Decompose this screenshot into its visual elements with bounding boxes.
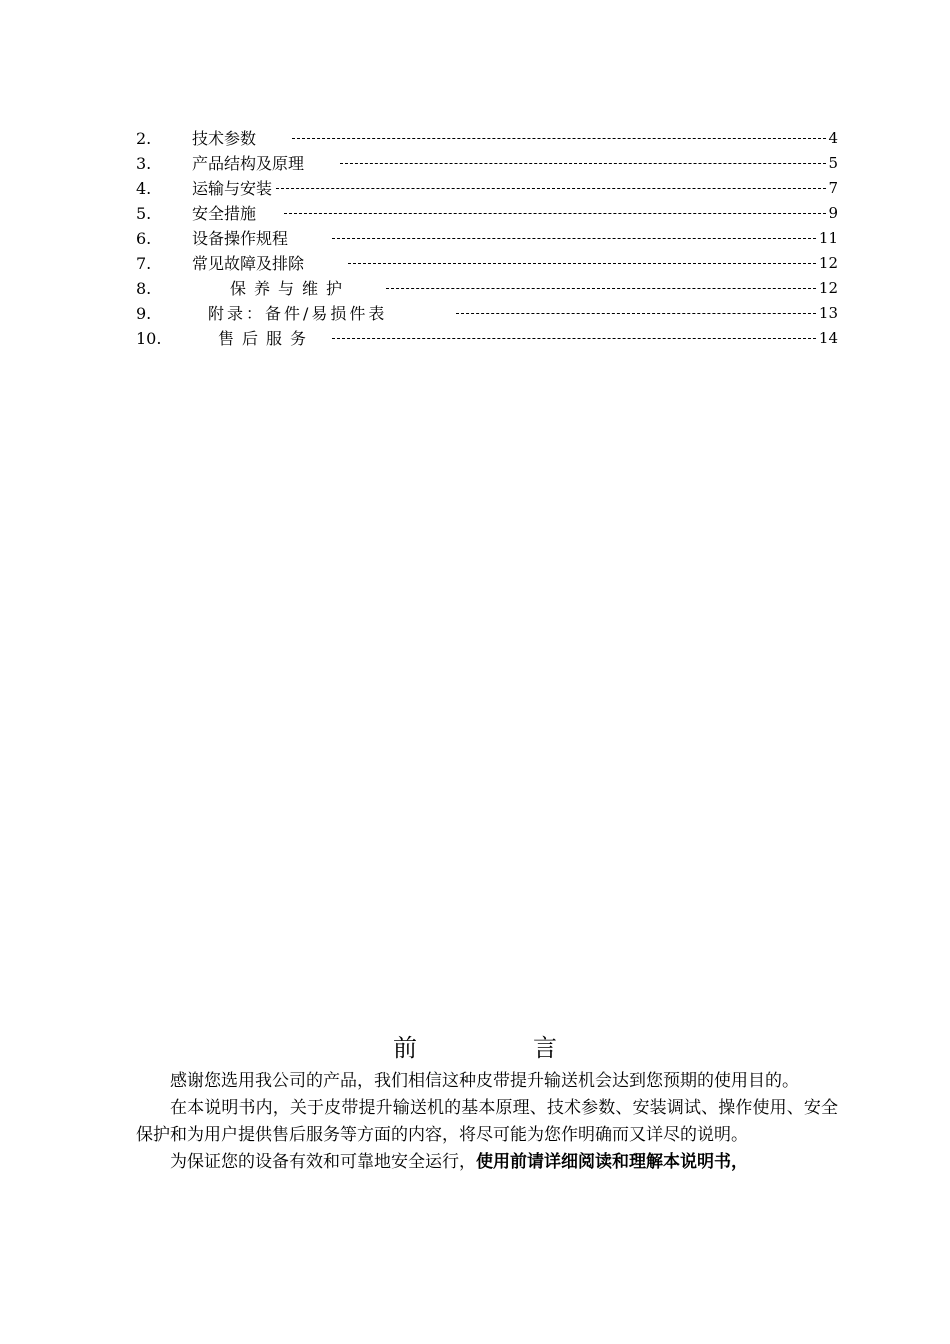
preface-paragraph-3-text: 为保证您的设备有效和可靠地安全运行，	[170, 1152, 476, 1172]
toc-row[interactable]	[136, 151, 838, 176]
toc-title: 产品结构及原理	[192, 154, 305, 173]
toc-title: 保养与维护	[230, 279, 351, 298]
preface-title-right: 言	[533, 1034, 557, 1062]
toc-row[interactable]	[136, 276, 838, 301]
toc-row[interactable]	[136, 301, 838, 326]
toc-title: 技术参数	[192, 129, 257, 148]
toc-leader	[386, 288, 816, 289]
toc-row[interactable]	[136, 176, 838, 201]
toc-leader	[340, 163, 826, 164]
preface-paragraph-3	[136, 1149, 838, 1176]
toc-row[interactable]	[136, 226, 838, 251]
preface-title-left: 前	[393, 1034, 417, 1062]
toc-page-number: 9	[828, 204, 838, 222]
toc-title: 运输与安装	[192, 179, 273, 198]
toc-row[interactable]	[136, 326, 838, 351]
toc-leader	[348, 263, 816, 264]
toc-title: 附录：备件/易损件表	[208, 304, 388, 323]
toc-row[interactable]	[136, 251, 838, 276]
toc-page-number: 4	[828, 129, 838, 147]
toc-number: 9.	[136, 304, 152, 323]
toc-page-number: 7	[828, 179, 838, 197]
toc-number: 6.	[136, 229, 152, 248]
toc-number: 5.	[136, 204, 152, 223]
toc-leader	[276, 188, 826, 189]
toc-page-number: 11	[818, 229, 838, 247]
toc-title: 设备操作规程	[192, 229, 289, 248]
toc-page-number: 14	[818, 329, 838, 347]
preface-paragraph-3-emphasis: 使用前请详细阅读和理解本说明书，	[476, 1152, 748, 1172]
toc-page-number: 13	[818, 304, 838, 322]
toc-leader	[332, 238, 816, 239]
toc-page-number: 5	[828, 154, 838, 172]
toc-title: 安全措施	[192, 204, 257, 223]
toc-leader	[456, 313, 816, 314]
toc-title: 售后服务	[218, 329, 315, 348]
toc-row[interactable]	[136, 201, 838, 226]
preface-paragraph-2: 在本说明书内，关于皮带提升输送机的基本原理、技术参数、安装调试、操作使用、安全保护和为用户提供售后服务等方面的内容，将尽可能为您作明确而又详尽的说明。	[136, 1098, 838, 1145]
toc-leader	[292, 138, 826, 139]
toc-number: 8.	[136, 279, 152, 298]
preface-body	[136, 1068, 838, 1176]
preface-title	[0, 1028, 950, 1063]
toc-number: 2.	[136, 129, 152, 148]
toc-leader	[284, 213, 826, 214]
toc-page-number: 12	[818, 279, 838, 297]
toc-row[interactable]	[136, 126, 838, 151]
preface-paragraph-1: 感谢您选用我公司的产品，我们相信这种皮带提升输送机会达到您预期的使用目的。	[170, 1071, 799, 1091]
toc-number: 10.	[136, 329, 162, 348]
toc-title: 常见故障及排除	[192, 254, 305, 273]
toc-number: 4.	[136, 179, 152, 198]
table-of-contents	[136, 126, 838, 351]
toc-leader	[332, 338, 816, 339]
toc-number: 3.	[136, 154, 152, 173]
toc-page-number: 12	[818, 254, 838, 272]
toc-number: 7.	[136, 254, 152, 273]
